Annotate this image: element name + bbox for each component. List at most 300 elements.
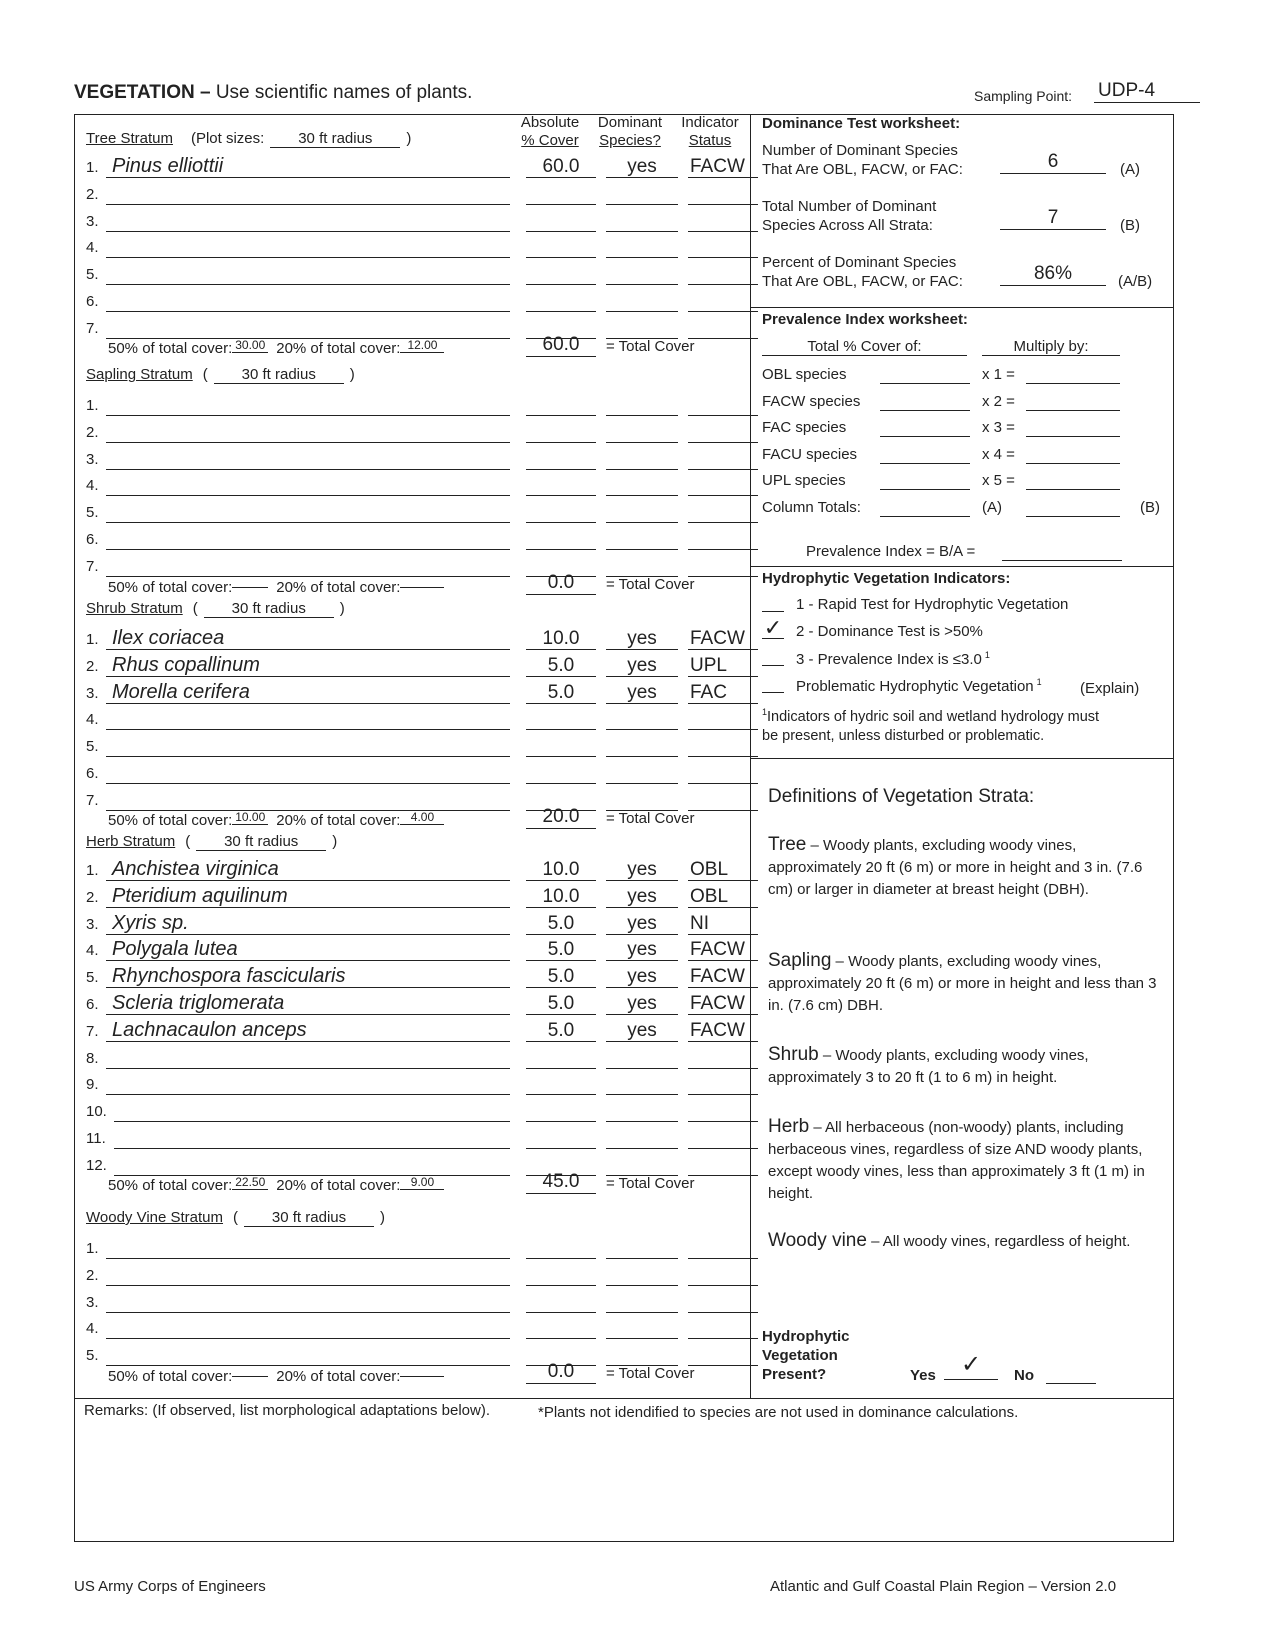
- dominant-species-field[interactable]: [606, 1071, 678, 1095]
- twenty-percent-field[interactable]: 4.00: [400, 810, 444, 825]
- indicator-status-field[interactable]: [688, 392, 758, 416]
- close-paren: ): [406, 130, 412, 147]
- prevalence-cover-field[interactable]: [880, 419, 970, 437]
- dominant-species-field[interactable]: [606, 1262, 678, 1286]
- absolute-cover-field[interactable]: [526, 419, 596, 443]
- indicator-status-field[interactable]: UPL: [688, 653, 758, 677]
- footer-right: Atlantic and Gulf Coastal Plain Region – Version 2.0: [770, 1578, 1117, 1595]
- dominant-species-field[interactable]: [606, 234, 678, 258]
- row-number: 9.: [86, 1076, 99, 1094]
- indicator-status-field[interactable]: [688, 419, 758, 443]
- total-cover-label: = Total Cover: [606, 1174, 695, 1192]
- indicator-label-text: 1 - Rapid Test for Hydrophytic Vegetation: [796, 596, 1069, 613]
- species-name-field[interactable]: [106, 234, 510, 258]
- prevalence-row-label: OBL species: [762, 366, 847, 383]
- row-number: 2.: [86, 657, 99, 675]
- dominant-species-field[interactable]: [606, 1289, 678, 1313]
- indicator-status-field[interactable]: [688, 499, 758, 523]
- species-name-field[interactable]: Xyris sp.: [106, 911, 510, 935]
- dominance-title: Dominance Test worksheet:: [762, 115, 961, 132]
- indicator-status-field[interactable]: [688, 261, 758, 285]
- indicator-status-field[interactable]: [688, 1071, 758, 1095]
- row-number: 2.: [86, 1266, 99, 1284]
- absolute-cover-field[interactable]: 10.0: [526, 857, 596, 881]
- indicator-status-field[interactable]: [688, 526, 758, 550]
- indicator-label: [796, 623, 983, 640]
- hydro-divider: [750, 758, 1174, 759]
- absolute-cover-field[interactable]: [526, 526, 596, 550]
- open-paren: (: [202, 366, 208, 383]
- absolute-cover-field[interactable]: 5.0: [526, 911, 596, 935]
- indicator-label-text: 2 - Dominance Test is >50%: [796, 623, 983, 640]
- row-number: 3.: [86, 450, 99, 468]
- prevalence-product-field[interactable]: [1026, 446, 1120, 464]
- prevalence-row-label: FAC species: [762, 419, 847, 436]
- plot-size-field[interactable]: 30 ft radius: [196, 833, 326, 851]
- indicator-status-field[interactable]: OBL: [688, 884, 758, 908]
- column-totals-b-tag: (B): [1140, 499, 1160, 516]
- total-cover-field[interactable]: 20.0: [526, 806, 596, 829]
- species-name-field[interactable]: [106, 760, 510, 784]
- dominant-species-field[interactable]: yes: [606, 991, 678, 1015]
- stratum-name: Woody Vine Stratum: [86, 1209, 224, 1226]
- prevalence-col1-header: Total % Cover of:: [762, 338, 967, 356]
- species-name-field[interactable]: [106, 392, 510, 416]
- absolute-cover-field[interactable]: [526, 472, 596, 496]
- species-name-field[interactable]: [106, 526, 510, 550]
- plot-size-field[interactable]: 30 ft radius: [204, 600, 334, 618]
- indicator-checkbox[interactable]: ✓: [763, 615, 783, 640]
- prevalence-cover-field[interactable]: [880, 393, 970, 411]
- species-name-field[interactable]: [106, 1289, 510, 1313]
- prevalence-col2-header: Multiply by:: [982, 338, 1120, 356]
- species-name-field[interactable]: Ilex coriacea: [106, 626, 510, 650]
- row-number: 1.: [86, 631, 99, 648]
- indicator-checkbox[interactable]: [762, 590, 784, 612]
- dominant-species-field[interactable]: [606, 419, 678, 443]
- present-yes-label: Yes: [910, 1367, 936, 1384]
- prevalence-multiplier: x 2 =: [982, 392, 1015, 410]
- row-number: 5.: [86, 504, 99, 522]
- dominant-species-field[interactable]: yes: [606, 653, 678, 677]
- species-name-field[interactable]: [106, 288, 510, 312]
- dominant-species-field[interactable]: [606, 261, 678, 285]
- species-name-field[interactable]: Anchistea virginica: [106, 857, 510, 881]
- prevalence-cover-field[interactable]: [880, 366, 970, 384]
- indicator-status-field[interactable]: [688, 1235, 758, 1259]
- indicator-status-field[interactable]: FACW: [688, 937, 758, 961]
- dominant-species-field[interactable]: [606, 472, 678, 496]
- prevalence-index-field[interactable]: [1002, 543, 1122, 561]
- species-name-field[interactable]: Lachnacaulon anceps: [106, 1018, 510, 1042]
- dominance-divider: [750, 307, 1174, 308]
- indicator-status-field[interactable]: [688, 1289, 758, 1313]
- species-name-field[interactable]: [106, 1262, 510, 1286]
- absolute-cover-field[interactable]: [526, 760, 596, 784]
- sapling-stratum-heading: [86, 366, 355, 384]
- indicator-status-header: Indicator Status: [681, 114, 739, 149]
- indicator-status-field[interactable]: FACW: [688, 626, 758, 650]
- dominant-species-field[interactable]: [606, 1235, 678, 1259]
- present-no-label: No: [1014, 1367, 1034, 1384]
- fifty-percent-field[interactable]: 22.50: [232, 1175, 268, 1190]
- indicator-status-field[interactable]: [688, 706, 758, 730]
- indicator-status-field[interactable]: [688, 208, 758, 232]
- absolute-cover-field[interactable]: [526, 1262, 596, 1286]
- fifty-percent-label: 50% of total cover:: [108, 1368, 233, 1385]
- page-title: VEGETATION – Use scientific names of plants.: [74, 82, 473, 103]
- remarks-label: Remarks: (If observed, list morphological adaptations below).: [84, 1402, 491, 1419]
- indicator-status-field[interactable]: FACW: [688, 964, 758, 988]
- indicator-status-field[interactable]: FACW: [688, 991, 758, 1015]
- column-totals-b-field[interactable]: [1026, 499, 1120, 517]
- total-cover-label: = Total Cover: [606, 575, 695, 593]
- prevalence-product-field[interactable]: [1026, 472, 1120, 490]
- definitions-title: Definitions of Vegetation Strata:: [768, 786, 1035, 807]
- absolute-cover-field[interactable]: [526, 181, 596, 205]
- definition-woody-vine: Woody vine – All woody vines, regardless of height.: [768, 1230, 1131, 1251]
- absolute-cover-field[interactable]: [526, 1071, 596, 1095]
- footnote-marker: 1: [984, 650, 990, 660]
- indicator-status-field[interactable]: OBL: [688, 857, 758, 881]
- prevalence-row-label: FACW species: [762, 392, 861, 410]
- dominant-species-field[interactable]: [606, 208, 678, 232]
- row-number: 5.: [86, 969, 99, 987]
- tree-stratum-heading: [86, 130, 411, 148]
- absolute-cover-field[interactable]: 5.0: [526, 964, 596, 988]
- species-name-field[interactable]: Morella cerifera: [106, 680, 510, 704]
- plot-size-field[interactable]: 30 ft radius: [244, 1209, 374, 1227]
- row-number: 11.: [86, 1130, 106, 1147]
- species-name-field[interactable]: [106, 499, 510, 523]
- row-number: 7.: [86, 319, 99, 337]
- indicator-checkbox[interactable]: [762, 644, 784, 666]
- remarks-textarea[interactable]: [80, 1424, 1168, 1538]
- total-cover-line: [86, 806, 746, 830]
- species-name-field[interactable]: Rhynchospora fascicularis: [106, 964, 510, 988]
- absolute-cover-field[interactable]: 10.0: [526, 626, 596, 650]
- row-number: 5.: [86, 1347, 99, 1365]
- hydro-indicators-title: Hydrophytic Vegetation Indicators:: [762, 570, 1011, 587]
- indicator-status-field[interactable]: [688, 446, 758, 470]
- indicator-label-text: 3 - Prevalence Index is ≤3.0: [796, 651, 982, 668]
- row-number: 6.: [86, 996, 99, 1013]
- dominant-species-field[interactable]: yes: [606, 964, 678, 988]
- remarks-divider: [74, 1398, 1174, 1399]
- absolute-cover-field[interactable]: [526, 1235, 596, 1259]
- indicator-label: [796, 596, 1068, 613]
- total-cover-label: = Total Cover: [606, 1365, 695, 1382]
- total-cover-field[interactable]: 45.0: [526, 1171, 596, 1194]
- dominant-species-field[interactable]: [606, 706, 678, 730]
- close-paren: ): [339, 600, 345, 617]
- row-number: 3.: [86, 212, 99, 230]
- dominance-b-tag: (B): [1120, 217, 1140, 234]
- row-number: 4.: [86, 239, 99, 257]
- twenty-percent-field[interactable]: 9.00: [400, 1175, 444, 1190]
- row-number: 10.: [86, 1103, 107, 1121]
- row-number: 7.: [86, 791, 99, 809]
- dominant-species-field[interactable]: yes: [606, 680, 678, 704]
- sampling-point-field[interactable]: UDP-4: [1094, 80, 1200, 103]
- dominant-species-field[interactable]: [606, 1045, 678, 1069]
- absolute-cover-field[interactable]: [526, 706, 596, 730]
- absolute-cover-field[interactable]: [526, 733, 596, 757]
- open-paren: (: [185, 833, 191, 850]
- absolute-cover-field[interactable]: 5.0: [526, 991, 596, 1015]
- absolute-cover-field[interactable]: [526, 1315, 596, 1339]
- dominant-species-field[interactable]: [606, 446, 678, 470]
- definition-shrub: Shrub – Woody plants, excluding woody vines, approximately 3 to 20 ft (1 to 6 m) in height.: [768, 1044, 1089, 1086]
- indicator-label: [796, 650, 990, 668]
- stratum-name: Tree Stratum: [86, 130, 173, 147]
- open-paren: (: [233, 1209, 239, 1226]
- absolute-cover-field[interactable]: [526, 261, 596, 285]
- sampling-point-label: Sampling Point:: [974, 88, 1073, 104]
- dominance-ab-tag: (A/B): [1118, 273, 1153, 290]
- species-name-field[interactable]: [106, 1235, 510, 1259]
- row-number: 2.: [86, 185, 99, 203]
- prevalence-product-field[interactable]: [1026, 419, 1120, 437]
- indicator-checkbox[interactable]: [762, 671, 784, 693]
- species-name-field[interactable]: [106, 446, 510, 470]
- row-number: 3.: [86, 1293, 99, 1311]
- close-paren: ): [332, 833, 338, 850]
- prevalence-multiplier: x 3 =: [982, 419, 1015, 436]
- indicator-status-field[interactable]: [688, 1125, 758, 1149]
- dominant-species-field[interactable]: [606, 288, 678, 312]
- plot-sizes-label: (Plot sizes:: [190, 130, 265, 147]
- absolute-cover-field[interactable]: [526, 288, 596, 312]
- column-totals-label: Column Totals:: [762, 499, 861, 516]
- dominant-species-field[interactable]: yes: [606, 911, 678, 935]
- species-name-field[interactable]: [106, 472, 510, 496]
- absolute-cover-field[interactable]: [526, 1045, 596, 1069]
- twenty-percent-label: 20% of total cover:: [276, 811, 401, 829]
- prevalence-index-label: Prevalence Index = B/A =: [806, 543, 976, 560]
- fifty-percent-label: 50% of total cover:: [108, 339, 233, 357]
- total-cover-line: [86, 1361, 746, 1385]
- indicator-status-field[interactable]: NI: [688, 911, 758, 935]
- prevalence-cover-field[interactable]: [880, 472, 970, 490]
- absolute-cover-field[interactable]: [526, 234, 596, 258]
- row-number: 1.: [86, 1240, 99, 1257]
- dominant-species-field[interactable]: yes: [606, 154, 678, 178]
- dominance-ab-field[interactable]: 86%: [1000, 263, 1106, 286]
- indicator-status-field[interactable]: FAC: [688, 680, 758, 704]
- absolute-cover-field[interactable]: 5.0: [526, 653, 596, 677]
- close-paren: ): [349, 366, 355, 383]
- absolute-cover-header: Absolute % Cover: [520, 114, 580, 149]
- row-number: 7.: [86, 1022, 99, 1040]
- absolute-cover-field[interactable]: 5.0: [526, 1018, 596, 1042]
- species-name-field[interactable]: [106, 706, 510, 730]
- dominance-a-label: Number of Dominant Species That Are OBL, FACW, or FAC:: [762, 142, 963, 178]
- footer-left: US Army Corps of Engineers: [74, 1578, 266, 1595]
- species-name-field[interactable]: [106, 208, 510, 232]
- species-name-field[interactable]: [106, 181, 510, 205]
- fifty-percent-field[interactable]: 10.00: [232, 810, 268, 825]
- row-number: 6.: [86, 531, 99, 548]
- species-name-field[interactable]: [106, 733, 510, 757]
- dominant-species-field[interactable]: [606, 1315, 678, 1339]
- column-totals-a-tag: (A): [982, 499, 1002, 516]
- dominant-species-field[interactable]: yes: [606, 1018, 678, 1042]
- indicator-status-field[interactable]: [688, 1045, 758, 1069]
- species-name-field[interactable]: Polygala lutea: [106, 937, 510, 961]
- total-cover-label: = Total Cover: [606, 809, 695, 827]
- indicator-status-field[interactable]: FACW: [688, 154, 758, 178]
- indicator-status-field[interactable]: FACW: [688, 1018, 758, 1042]
- indicator-status-field[interactable]: [688, 181, 758, 205]
- row-number: 5.: [86, 738, 99, 756]
- twenty-percent-label: 20% of total cover:: [276, 578, 401, 596]
- shrub-stratum-heading: [86, 600, 345, 618]
- prevalence-product-field[interactable]: [1026, 366, 1120, 384]
- dominant-species-field[interactable]: yes: [606, 626, 678, 650]
- indicator-status-field[interactable]: [688, 234, 758, 258]
- indicator-status-field[interactable]: [688, 288, 758, 312]
- indicator-status-field[interactable]: [688, 1098, 758, 1122]
- prevalence-multiplier: x 1 =: [982, 366, 1015, 383]
- stratum-name: Sapling Stratum: [86, 366, 193, 383]
- definition-tree: Tree – Woody plants, excluding woody vines, approximately 20 ft (6 m) or more in height and 3 in. (7.6 cm) or larger in diameter at breast height (DBH).: [768, 834, 1143, 898]
- absolute-cover-field[interactable]: [526, 1289, 596, 1313]
- species-name-field[interactable]: [106, 1071, 510, 1095]
- total-cover-field[interactable]: 0.0: [526, 1361, 596, 1384]
- row-number: 4.: [86, 477, 99, 495]
- total-cover-line: [86, 1171, 746, 1195]
- absolute-cover-field[interactable]: 5.0: [526, 937, 596, 961]
- plot-size-field[interactable]: 30 ft radius: [214, 366, 344, 384]
- dominance-a-field[interactable]: 6: [1000, 151, 1106, 174]
- close-paren: ): [380, 1209, 386, 1226]
- indicator-status-field[interactable]: [688, 760, 758, 784]
- dominant-species-field[interactable]: yes: [606, 937, 678, 961]
- remarks-note: *Plants not idendified to species are not used in dominance calculations.: [538, 1404, 1019, 1421]
- dominant-species-field[interactable]: [606, 733, 678, 757]
- species-name-field[interactable]: Pinus elliottii: [106, 154, 510, 178]
- prevalence-cover-field[interactable]: [880, 446, 970, 464]
- dominant-species-field[interactable]: yes: [606, 884, 678, 908]
- vegetation-present-label: Hydrophytic Vegetation Present?: [762, 1328, 850, 1383]
- prevalence-multiplier: x 5 =: [982, 472, 1015, 489]
- species-name-field[interactable]: [106, 419, 510, 443]
- absolute-cover-field[interactable]: [526, 208, 596, 232]
- dominant-species-field[interactable]: [606, 1125, 678, 1149]
- absolute-cover-field[interactable]: [526, 446, 596, 470]
- indicator-status-field[interactable]: [688, 1315, 758, 1339]
- twenty-percent-field[interactable]: 12.00: [400, 338, 444, 353]
- absolute-cover-field[interactable]: 5.0: [526, 680, 596, 704]
- row-number: 1.: [86, 862, 99, 879]
- prevalence-row-label: UPL species: [762, 472, 846, 489]
- dominance-b-field[interactable]: 7: [1000, 207, 1106, 230]
- row-number: 2.: [86, 888, 99, 906]
- definition-herb: Herb – All herbaceous (non-woody) plants, including herbaceous vines, regardless of size AND woody plants, except woody vines, less than approximately 3 ft (1 m) in height.: [768, 1116, 1145, 1202]
- total-cover-field[interactable]: 0.0: [526, 572, 596, 595]
- dominant-species-field[interactable]: [606, 392, 678, 416]
- hydro-explain: (Explain): [1080, 680, 1140, 697]
- absolute-cover-field[interactable]: [526, 392, 596, 416]
- dominant-species-field[interactable]: yes: [606, 857, 678, 881]
- dominance-ab-label: Percent of Dominant Species That Are OBL, FACW, or FAC:: [762, 254, 963, 290]
- dominant-species-field[interactable]: [606, 181, 678, 205]
- prevalence-multiplier: x 4 =: [982, 445, 1015, 463]
- absolute-cover-field[interactable]: 10.0: [526, 884, 596, 908]
- herb-stratum-heading: [86, 833, 337, 851]
- row-number: 4.: [86, 711, 99, 729]
- row-number: 6.: [86, 293, 99, 310]
- plot-size-field[interactable]: 30 ft radius: [270, 130, 400, 148]
- footnote-marker: 1: [1036, 677, 1042, 687]
- row-number: 3.: [86, 684, 99, 702]
- stratum-name: Herb Stratum: [86, 833, 176, 850]
- open-paren: (: [192, 600, 198, 617]
- fifty-percent-label: 50% of total cover:: [108, 811, 233, 829]
- present-no-field[interactable]: [1046, 1364, 1096, 1384]
- prevalence-product-field[interactable]: [1026, 393, 1120, 411]
- species-name-field[interactable]: [114, 1125, 510, 1149]
- species-name-field[interactable]: [114, 1098, 510, 1122]
- indicator-status-field[interactable]: [688, 1262, 758, 1286]
- dominant-species-header: Dominant Species?: [597, 114, 663, 149]
- species-name-field[interactable]: [106, 1315, 510, 1339]
- indicator-label-text: Problematic Hydrophytic Vegetation: [796, 678, 1034, 695]
- species-name-field[interactable]: [106, 1045, 510, 1069]
- fifty-percent-label: 50% of total cover:: [108, 1176, 233, 1194]
- dominant-species-field[interactable]: [606, 499, 678, 523]
- column-totals-a-field[interactable]: [880, 499, 970, 517]
- dominant-species-field[interactable]: [606, 1098, 678, 1122]
- fifty-percent-field[interactable]: 30.00: [232, 338, 268, 353]
- species-name-field[interactable]: Pteridium aquilinum: [106, 884, 510, 908]
- row-number: 12.: [86, 1156, 107, 1174]
- row-number: 5.: [86, 266, 99, 284]
- absolute-cover-field[interactable]: [526, 1125, 596, 1149]
- indicator-label: [796, 677, 1042, 695]
- row-number: 8.: [86, 1049, 99, 1067]
- twenty-percent-label: 20% of total cover:: [276, 1176, 401, 1194]
- fifty-percent-label: 50% of total cover:: [108, 578, 233, 596]
- total-cover-line: [86, 334, 746, 358]
- twenty-percent-label: 20% of total cover:: [276, 339, 401, 357]
- stratum-name: Shrub Stratum: [86, 600, 183, 617]
- indicator-status-field[interactable]: [688, 472, 758, 496]
- row-number: 2.: [86, 423, 99, 441]
- species-name-field[interactable]: Scleria triglomerata: [106, 991, 510, 1015]
- row-number: 4.: [86, 1320, 99, 1338]
- dominant-species-field[interactable]: [606, 760, 678, 784]
- species-name-field[interactable]: [106, 261, 510, 285]
- indicator-status-field[interactable]: [688, 733, 758, 757]
- dominance-b-label: Total Number of Dominant Species Across All Strata:: [762, 198, 937, 234]
- twenty-percent-label: 20% of total cover:: [276, 1368, 401, 1385]
- dominant-species-field[interactable]: [606, 526, 678, 550]
- absolute-cover-field[interactable]: 60.0: [526, 154, 596, 178]
- row-number: 7.: [86, 557, 99, 575]
- present-yes-field[interactable]: ✓: [944, 1350, 998, 1380]
- prevalence-row-label: FACU species: [762, 445, 858, 463]
- row-number: 4.: [86, 942, 99, 960]
- total-cover-line: [86, 572, 746, 596]
- species-name-field[interactable]: Rhus copallinum: [106, 653, 510, 677]
- row-number: 1.: [86, 159, 99, 176]
- total-cover-label: = Total Cover: [606, 337, 695, 355]
- absolute-cover-field[interactable]: [526, 499, 596, 523]
- absolute-cover-field[interactable]: [526, 1098, 596, 1122]
- total-cover-field[interactable]: 60.0: [526, 334, 596, 357]
